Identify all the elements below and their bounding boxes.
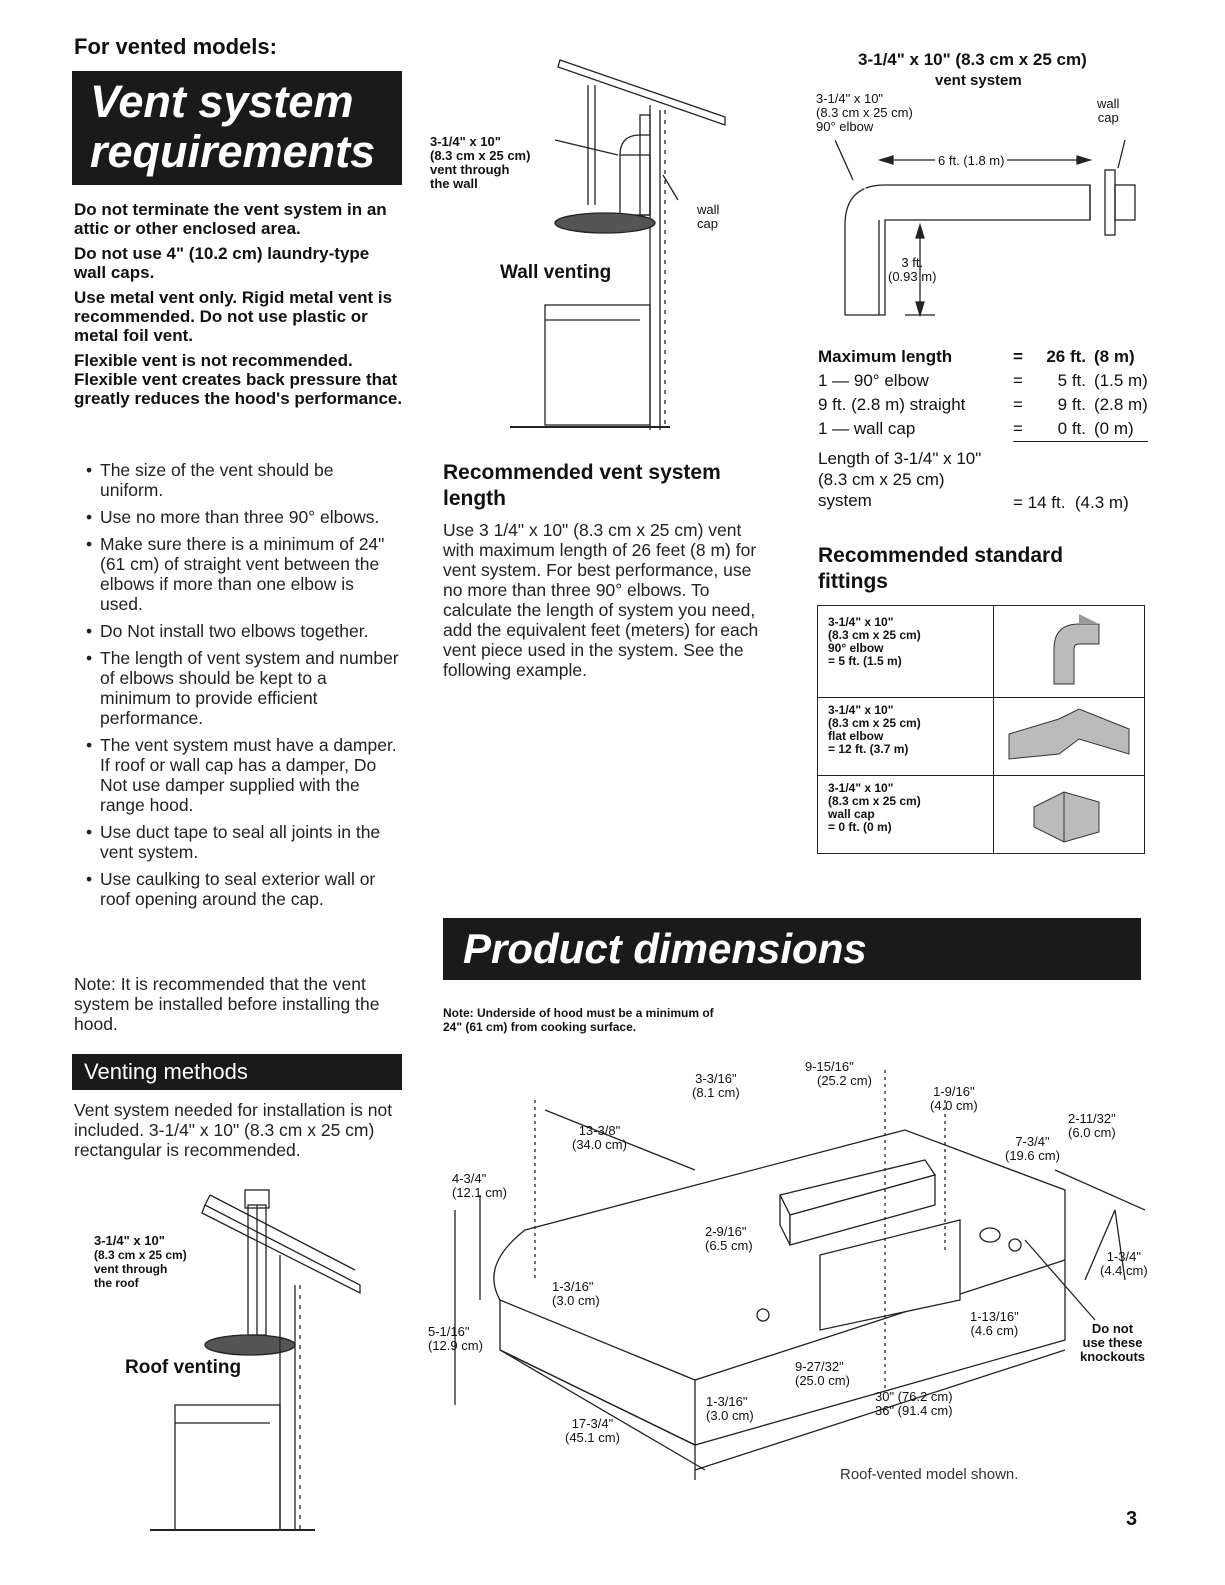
example-cap-label	[1097, 97, 1119, 125]
label-line: (8.1 cm)	[692, 1085, 740, 1100]
example-title: 3-1/4" x 10" (8.3 cm x 25 cm)	[858, 50, 1087, 69]
row-label: 9 ft. (2.8 m) straight	[818, 395, 966, 414]
label-line: 90° elbow	[816, 119, 874, 134]
dim-1-3-16-b	[706, 1395, 754, 1423]
dim-13-3-8	[572, 1124, 627, 1152]
dim-17-3-4	[565, 1417, 620, 1445]
table-row	[818, 417, 1148, 442]
table-row	[818, 393, 1148, 417]
label-line: (8.3 cm x 25 cm)	[818, 470, 945, 489]
product-dimensions-title: Product dimensions	[443, 918, 1141, 980]
fittings-table	[817, 605, 1145, 854]
venting-methods-title: Venting methods	[72, 1054, 402, 1090]
row-m: (2.8 m)	[1094, 395, 1148, 414]
warning-item: Use metal vent only. Rigid metal vent is recommended. Do not use plastic or metal foil vent.	[74, 288, 393, 345]
label-line: wall	[1097, 96, 1120, 111]
max-length-table	[818, 345, 1148, 442]
dim-3-3-16	[692, 1072, 740, 1100]
page-heading: For vented models:	[74, 34, 277, 59]
rec-length-title: Recommended vent system length	[443, 461, 721, 510]
label-line: (8.3 cm x 25 cm)	[828, 628, 921, 642]
dim-width	[875, 1390, 953, 1418]
label-line: 1-3/16"	[706, 1394, 748, 1409]
fitting-image	[994, 776, 1145, 854]
row-ft: 9 ft.	[1057, 395, 1086, 414]
label-line: = 0 ft. (0 m)	[828, 820, 892, 834]
label-line: (25.0 cm)	[795, 1373, 850, 1388]
dim-1-3-4	[1100, 1250, 1148, 1278]
example-elbow-label	[816, 92, 913, 134]
roof-venting-caption: Roof venting	[125, 1357, 242, 1378]
label-line: 3-1/4" x 10"	[828, 703, 894, 717]
label-line: 36" (91.4 cm)	[875, 1403, 953, 1418]
fitting-desc	[818, 776, 994, 854]
elbow-90-icon	[1029, 609, 1109, 689]
row-m: (8 m)	[1094, 347, 1135, 366]
label-line: 30" (76.2 cm)	[875, 1389, 953, 1404]
row-eq: =	[1013, 395, 1023, 414]
label-line: = 12 ft. (3.7 m)	[828, 742, 909, 756]
requirements-list	[74, 460, 399, 916]
title-line-1: Vent system	[90, 76, 354, 127]
label-line: (3.0 cm)	[706, 1408, 754, 1423]
vertical-run-label	[888, 256, 936, 284]
list-item: • Use duct tape to seal all joints in the vent system.	[74, 822, 399, 862]
label-line: Length of 3-1/4" x 10"	[818, 449, 982, 468]
label-line: Do not	[1091, 1321, 1134, 1336]
label-line: 3-1/4" x 10"	[430, 134, 501, 149]
dim-4-3-4	[452, 1172, 507, 1200]
list-item: • The vent system must have a damper. If roof or wall cap has a damper, Do Not use damper supplied with the range hood.	[74, 735, 399, 815]
label-line: 24" (61 cm) from cooking surface.	[443, 1020, 637, 1034]
label-line: 1-13/16"	[970, 1309, 1019, 1324]
list-item: • Use caulking to seal exterior wall or roof opening around the cap.	[74, 869, 399, 909]
label-line: 17-3/4"	[571, 1416, 614, 1431]
label-line: (25.2 cm)	[817, 1073, 872, 1088]
roof-vent-label	[94, 1234, 187, 1290]
label-line: the roof	[94, 1276, 139, 1290]
label-line: cap	[697, 216, 718, 231]
label-line: cap	[1097, 110, 1119, 125]
dim-9-15-16	[805, 1060, 872, 1088]
roof-venting-diagram	[150, 1165, 370, 1545]
horizontal-run-label: 6 ft. (1.8 m)	[935, 154, 1007, 168]
warning-item: Flexible vent is not recommended. Flexible vent creates back pressure that greatly reduces the hood's performance.	[74, 351, 403, 408]
label-line: 7-3/4"	[1015, 1134, 1050, 1149]
wall-venting-caption: Wall venting	[500, 262, 612, 283]
vent-requirements-title	[72, 71, 402, 185]
label-line: (19.6 cm)	[1005, 1148, 1060, 1163]
label-line: 2-9/16"	[705, 1224, 747, 1239]
label-line: 3-1/4" x 10"	[816, 91, 884, 106]
rec-length-text: Use 3 1/4" x 10" (8.3 cm x 25 cm) vent with maximum length of 26 feet (8 m) for vent system. For best performance, use no more than three 90° elbows. To calculate the length of system you need, add the equivalent feet (meters) for each vent piece used in the system. See the following example.	[443, 520, 759, 680]
row-m: (0 m)	[1094, 417, 1148, 442]
row-label: 1 — 90° elbow	[818, 371, 929, 390]
label-line: wall cap	[828, 807, 875, 821]
label-line: (34.0 cm)	[572, 1137, 627, 1152]
label-line: 1-3/16"	[552, 1279, 594, 1294]
venting-methods-text: Vent system needed for installation is not included. 3-1/4" x 10" (8.3 cm x 25 cm) rectangular is recommended.	[74, 1100, 393, 1160]
label-line: 13-3/8"	[578, 1123, 621, 1138]
list-item: • Use no more than three 90° elbows.	[74, 507, 399, 527]
install-note: Note: It is recommended that the vent system be installed before installing the hood.	[74, 974, 380, 1034]
table-row	[818, 369, 1148, 393]
flat-elbow-icon	[999, 699, 1139, 769]
label-line: (8.3 cm x 25 cm)	[828, 794, 921, 808]
label-line: flat elbow	[828, 729, 884, 743]
dim-1-9-16	[930, 1085, 978, 1113]
row-ft: 0 ft.	[1031, 417, 1094, 442]
label-line: (4.4 cm)	[1100, 1263, 1148, 1278]
label-line: vent through	[430, 162, 510, 177]
knockouts-warning	[1080, 1322, 1145, 1364]
label-line: (45.1 cm)	[565, 1430, 620, 1445]
warning-item: Do not use 4" (10.2 cm) laundry-type wall caps.	[74, 244, 370, 282]
label-line: (8.3 cm x 25 cm)	[828, 716, 921, 730]
label-line: 90° elbow	[828, 641, 884, 655]
label-line: wall	[697, 202, 720, 217]
label-line: (8.3 cm x 25 cm)	[816, 105, 913, 120]
fittings-title: Recommended standard fittings	[818, 544, 1064, 593]
row-label: 1 — wall cap	[818, 419, 916, 438]
dim-2-9-16	[705, 1225, 753, 1253]
label-line: (0.93 m)	[888, 269, 937, 284]
dim-7-3-4	[1005, 1135, 1060, 1163]
label-line: 3-3/16"	[695, 1071, 737, 1086]
warnings-block	[74, 200, 404, 414]
label-line: 1-9/16"	[933, 1084, 975, 1099]
row-label: Maximum length	[818, 347, 953, 366]
label-line: = 5 ft. (1.5 m)	[828, 654, 902, 668]
dim-2-11-32	[1068, 1112, 1116, 1140]
row-eq: =	[1013, 417, 1031, 442]
label-line: knockouts	[1080, 1349, 1146, 1364]
table-row	[818, 698, 1145, 776]
page-number: 3	[1126, 1508, 1138, 1530]
label-line: (6.0 cm)	[1068, 1125, 1116, 1140]
label-line: (3.0 cm)	[552, 1293, 600, 1308]
list-item: • Make sure there is a minimum of 24" (61 cm) of straight vent between the elbows if more than one elbow is used.	[74, 534, 399, 614]
dim-5-1-16	[428, 1325, 483, 1353]
label-line: (8.3 cm x 25 cm)	[430, 148, 531, 163]
label-line: use these	[1082, 1335, 1143, 1350]
label-line: 1-3/4"	[1106, 1249, 1141, 1264]
label-line: the wall	[430, 176, 478, 191]
label-line: 5-1/16"	[428, 1324, 470, 1339]
label-line: (12.1 cm)	[452, 1185, 507, 1200]
row-m: (1.5 m)	[1094, 371, 1148, 390]
table-row	[818, 345, 1148, 369]
list-item: • The length of vent system and number of elbows should be kept to a minimum to provide efficient performance.	[74, 648, 399, 728]
label-line: (4.6 cm)	[970, 1323, 1019, 1338]
table-row	[818, 606, 1145, 698]
table-row	[818, 776, 1145, 854]
fitting-image	[994, 698, 1145, 776]
wall-venting-diagram	[500, 55, 730, 435]
fitting-desc	[818, 606, 994, 698]
wall-cap-icon	[1024, 777, 1114, 847]
list-item: • Do Not install two elbows together.	[74, 621, 399, 641]
row-ft: 5 ft.	[1057, 371, 1086, 390]
label-line: 4-3/4"	[452, 1171, 487, 1186]
label-line: (6.5 cm)	[705, 1238, 753, 1253]
label-line: (8.3 cm x 25 cm)	[94, 1248, 187, 1262]
fitting-desc	[818, 698, 994, 776]
row-eq: =	[1013, 371, 1023, 390]
hood-dimension-drawing	[425, 1050, 1165, 1490]
total-length-label	[818, 448, 981, 511]
wall-vent-label	[430, 135, 530, 191]
label-line: vent through	[94, 1262, 168, 1276]
label-line: 3-1/4" x 10"	[828, 615, 894, 629]
example-subtitle: vent system	[935, 72, 1022, 89]
label-line: (4.0 cm)	[930, 1098, 978, 1113]
wall-cap-label	[697, 203, 719, 231]
dim-9-27-32	[795, 1360, 850, 1388]
label-line: 2-11/32"	[1068, 1111, 1116, 1126]
label-line: 9-27/32"	[795, 1359, 844, 1374]
label-line: 9-15/16"	[805, 1059, 854, 1074]
dim-1-3-16-a	[552, 1280, 600, 1308]
drawing-caption: Roof-vented model shown.	[840, 1466, 1019, 1483]
total-length-value: = 14 ft. (4.3 m)	[1013, 493, 1129, 512]
warning-item: Do not terminate the vent system in an attic or other enclosed area.	[74, 200, 387, 238]
label-line: (12.9 cm)	[428, 1338, 483, 1353]
label-line: system	[818, 491, 872, 510]
list-item: • The size of the vent should be uniform.	[74, 460, 399, 500]
title-line-2: requirements	[90, 126, 376, 177]
label-line: Note: Underside of hood must be a minimum of	[443, 1006, 714, 1020]
row-eq: =	[1013, 347, 1023, 366]
row-ft: 26 ft.	[1046, 347, 1086, 366]
dim-1-13-16	[970, 1310, 1019, 1338]
label-line: 3-1/4" x 10"	[828, 781, 894, 795]
label-line: 3-1/4" x 10"	[94, 1233, 165, 1248]
clearance-note	[443, 1006, 714, 1034]
label-line: 3 ft.	[901, 255, 924, 270]
fitting-image	[994, 606, 1145, 698]
